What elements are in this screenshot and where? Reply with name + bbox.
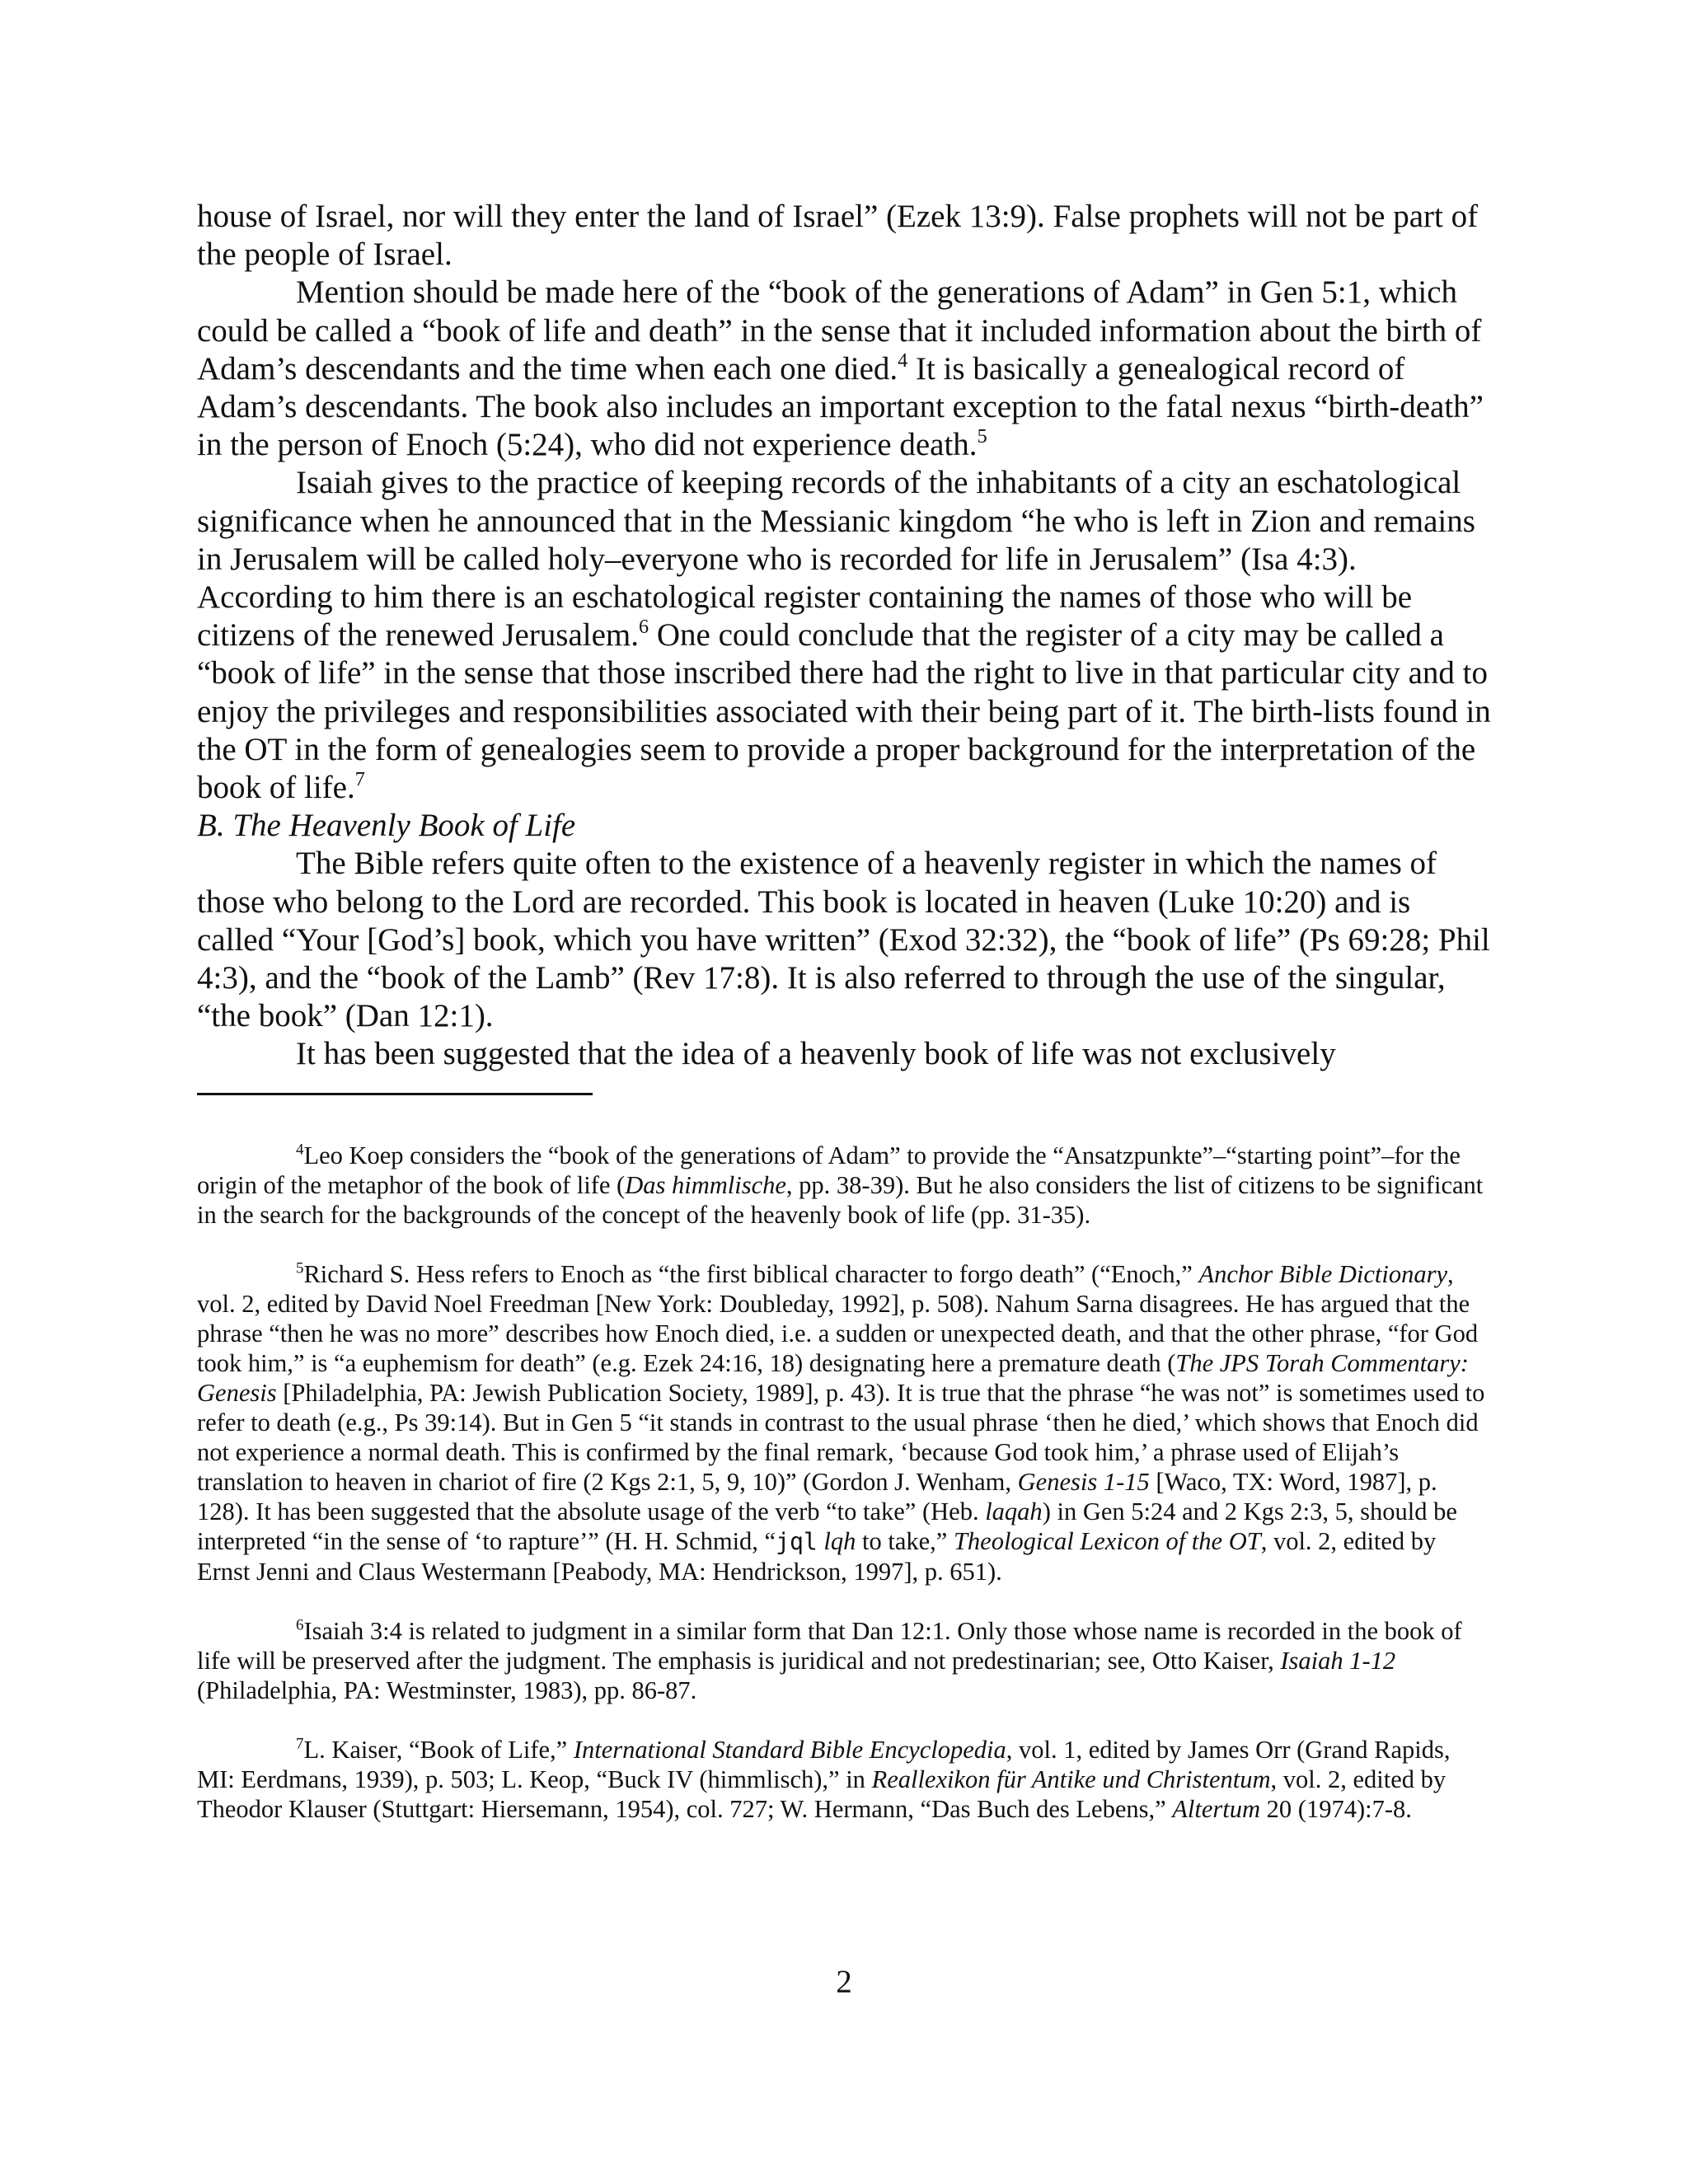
footnote-number: 7 [296, 1735, 304, 1753]
footnote-number: 5 [296, 1259, 304, 1277]
section-heading: B. The Heavenly Book of Life [197, 808, 576, 844]
footnote-text: L. Kaiser, “Book of Life,” [303, 1736, 574, 1764]
footnote-text: [Philadelphia, PA: Jewish Publication Society, 1989], p. 43). It is true that the phrase “he was not” is sometimes used to refer to death (e.g., Ps 39:14). But in Gen 5 “it stands in contrast to the usual phrase ‘then he died,’ which shows that Enoch did not experience a normal death. This is confirmed by the final remark, ‘because God took him,’ a phrase used of Elijah’s translation to heaven in chariot of fire (2 Kgs 2:1, 5, 9, 10)” (Gordon J. Wenham, [197, 1379, 1485, 1496]
footnote-marker[interactable]: 5 [977, 425, 987, 448]
body-text [197, 198, 1493, 1074]
paragraph-text: Isaiah gives to the practice of keeping records of the inhabitants of a city an eschatological significance when he announced that in the Messianic kingdom “he who is left in Zion and remains in Jerusalem will be called holy–everyone who is recorded for life in Jerusalem” (Isa 4:3). According to him there is an eschatological register containing the names of those who will be citizens of the renewed Jerusalem. [197, 465, 1475, 654]
footnote-text: [Waco, TX: Word, 1987], p. 128). It has been suggested that the absolute usage of the verb “to take” (Heb. [197, 1468, 1437, 1526]
paragraph [197, 845, 1493, 1035]
paragraph-text: house of Israel, nor will they enter the land of Israel” (Ezek 13:9). False prophets will not be part of the people of Israel. [197, 199, 1479, 273]
footnotes [197, 1141, 1493, 1824]
footnote-italic: laqah [985, 1497, 1043, 1526]
paragraph-text: Mention should be made here of the “book of the generations of Adam” in Gen 5:1, which could be called a “book of life and death” in the sense that it included information about the birth of Adam’s descendants and the time when each one died. [197, 274, 1482, 387]
footnote-text: Leo Koep considers the “book of the generations of Adam” to provide the “Ansatzpunkte”–“starting point”–for the origin of the metaphor of the book of life ( [197, 1141, 1461, 1199]
footnote-hebrew-transliteration: jql [776, 1528, 818, 1555]
footnote-text: , pp. 38-39). But he also considers the list of citizens to be significant in the search for the backgrounds of the concept of the heavenly book of life (pp. 31-35). [197, 1171, 1484, 1229]
paragraph [197, 274, 1493, 464]
footnote-italic: Anchor Bible Dictionary [1198, 1260, 1447, 1288]
paragraph [197, 464, 1493, 807]
page-number: 2 [836, 1964, 852, 1999]
paragraph [197, 1035, 1493, 1073]
footnote-italic: Genesis 1-15 [1017, 1468, 1150, 1496]
footnote-text: , vol. 2, edited by David Noel Freedman [New York: Doubleday, 1992], p. 508). Nahum Sarna disagrees. He has argued that the phrase “then he was no more” describes how Enoch died, i.e. a sudden or unexpected death, and that the other phrase, “for God took him,” is “a euphemism for death” (e.g. Ezek 24:16, 18) designating here a premature death ( [197, 1260, 1479, 1377]
footnote-text: (Philadelphia, PA: Westminster, 1983), pp. 86-87. [197, 1676, 697, 1704]
footnote-marker[interactable]: 7 [354, 768, 365, 791]
footnote-7 [197, 1735, 1493, 1824]
footnote-italic: Altertum [1172, 1795, 1261, 1823]
footnote-italic: Theological Lexicon of the OT [953, 1527, 1261, 1555]
footnote-italic: The JPS Torah Commentary: Genesis [197, 1349, 1469, 1407]
footnote-marker[interactable]: 6 [639, 616, 649, 639]
footnote-number: 6 [296, 1616, 304, 1634]
footnote-text: to take,” [856, 1527, 954, 1555]
footnote-italic: International Standard Bible Encyclopedia [573, 1736, 1006, 1764]
footnote-5 [197, 1259, 1493, 1586]
footnote-text: Richard S. Hess refers to Enoch as “the first biblical character to forgo death” (“Enoch,” [303, 1260, 1199, 1288]
paragraph-text: It is basically a genealogical record of Adam’s descendants. The book also includes an important exception to the fatal nexus “birth-death” in the person of Enoch (5:24), who did not experience death. [197, 350, 1484, 463]
footnote-text: , vol. 2, edited by Ernst Jenni and Claus Westermann [Peabody, MA: Hendrickson, 1997], p. 651). [197, 1527, 1437, 1586]
footnote-4 [197, 1141, 1493, 1230]
footnote-text: , vol. 2, edited by Theodor Klauser (Stuttgart: Hiersemann, 1954), col. 727; W. Hermann, “Das Buch des Lebens,” [197, 1765, 1447, 1823]
footnote-text: , vol. 1, edited by James Orr (Grand Rapids, MI: Eerdmans, 1939), p. 503; L. Keop, “Buck IV (himmlisch),” in [197, 1736, 1451, 1793]
footnote-6 [197, 1616, 1493, 1705]
footnote-italic: lqh [823, 1527, 856, 1555]
footnote-number: 4 [296, 1141, 304, 1159]
footnote-text: 20 (1974):7-8. [1260, 1795, 1412, 1823]
paragraph-text: The Bible refers quite often to the existence of a heavenly register in which the names of those who belong to the Lord are recorded. This book is located in heaven (Luke 10:20) and is called “Your [God’s] book, which you have written” (Exod 32:32), the “book of life” (Ps 69:28; Phil 4:3), and the “book of the Lamb” (Rev 17:8). It is also referred to through the use of the singular, “the book” (Dan 12:1). [197, 846, 1490, 1034]
paragraph-text: It has been suggested that the idea of a heavenly book of life was not exclusively [296, 1036, 1336, 1072]
footnote-italic: Reallexikon für Antike und Christentum [871, 1765, 1271, 1793]
footnote-italic: Isaiah 1-12 [1280, 1647, 1396, 1675]
footnote-marker[interactable]: 4 [898, 349, 908, 372]
footnote-italic: Das himmlische [625, 1171, 786, 1199]
paragraph [197, 198, 1493, 274]
paragraph-text: One could conclude that the register of a city may be called a “book of life” in the sense that those inscribed there had the right to live in that particular city and to enjoy the privileges and responsibilities associated with their being part of it. The birth-lists found in the OT in the form of genealogies seem to provide a proper background for the interpretation of the book of life. [197, 617, 1491, 806]
footnote-text: ) in Gen 5:24 and 2 Kgs 2:3, 5, should be interpreted “in the sense of ‘to rapture’” (H. H. Schmid, “ [197, 1497, 1457, 1555]
footnote-separator [197, 1093, 593, 1095]
footnote-text: Isaiah 3:4 is related to judgment in a similar form that Dan 12:1. Only those whose name is recorded in the book of life will be preserved after the judgment. The emphasis is juridical and not predestinarian; see, Otto Kaiser, [197, 1617, 1462, 1675]
